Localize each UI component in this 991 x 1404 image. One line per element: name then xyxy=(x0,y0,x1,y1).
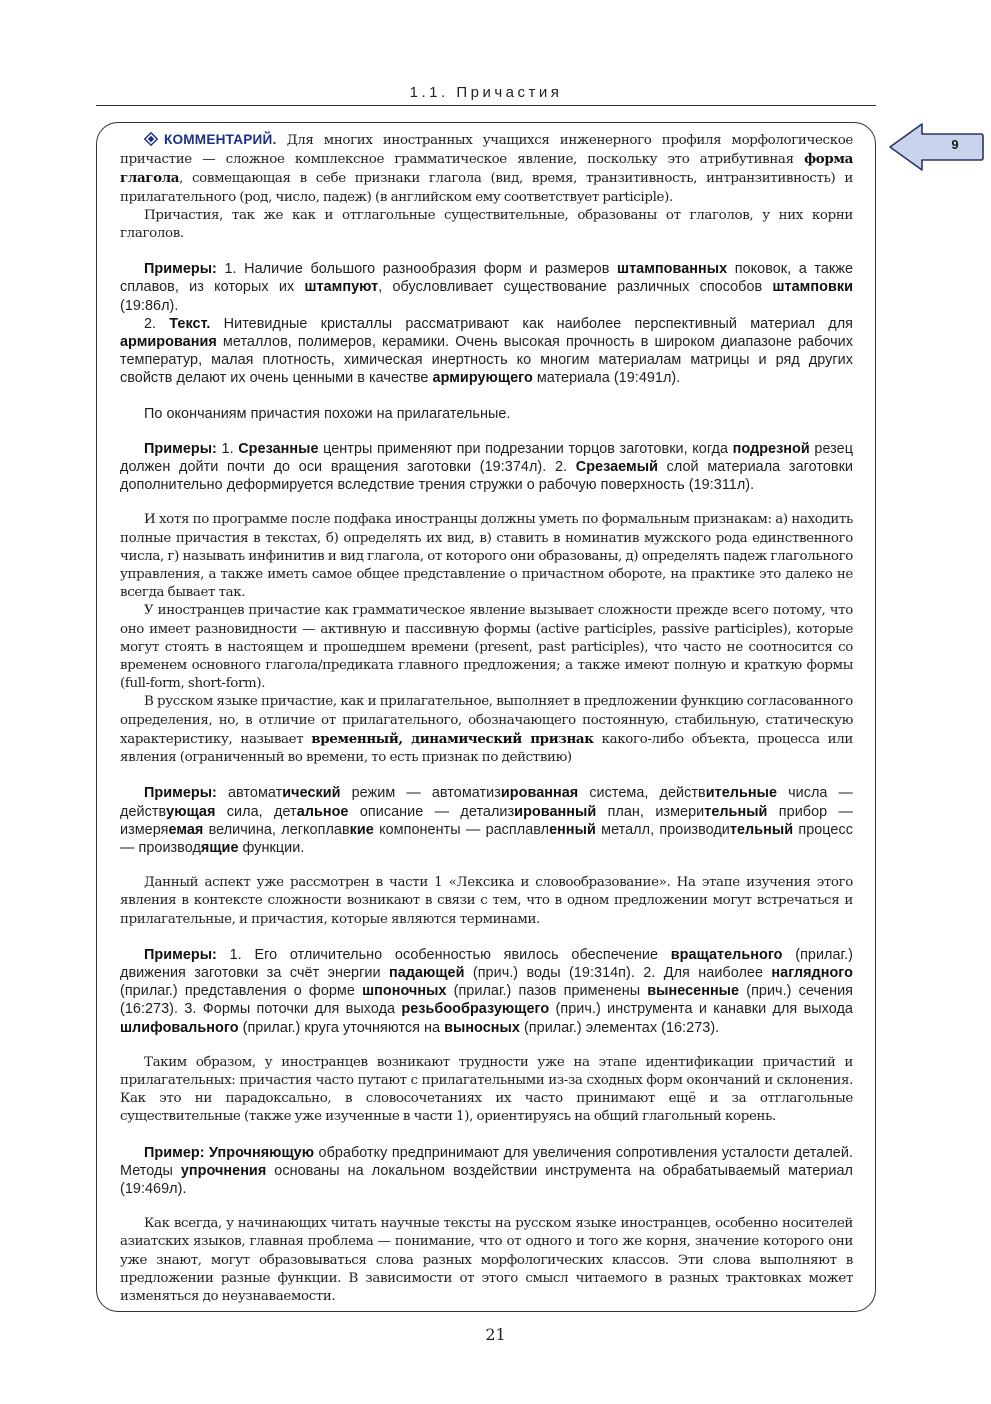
text-run: 1. Наличие большого разнообразия форм и размеров xyxy=(216,261,618,278)
bold-term: падающей xyxy=(388,964,465,981)
running-header: 1.1. Причастия xyxy=(409,84,563,101)
text-run: поковок, а также сплавов, из которых их xyxy=(120,261,853,296)
text-run: центры применяют при подрезании торцов заготовки, когда xyxy=(318,440,733,457)
spacer xyxy=(120,857,853,874)
spacer xyxy=(120,1198,853,1215)
example-paragraph xyxy=(120,946,853,1037)
bold-term: вращательного xyxy=(670,946,783,963)
bold-term: штамповки xyxy=(772,279,853,296)
example-label: Пример: xyxy=(144,1144,205,1161)
text-run: прибор — измеря xyxy=(120,803,853,838)
spacer xyxy=(120,243,853,260)
text-run: (прилаг.) представления о форме xyxy=(120,983,363,1000)
spacer xyxy=(120,1037,853,1054)
bold-term: Срезанные xyxy=(238,440,319,457)
bold-term: штампуют xyxy=(304,279,379,296)
text-run: , обусловливает существование различных способов xyxy=(378,279,773,296)
bold-term: упрочнения xyxy=(180,1162,267,1179)
text-run: 1. xyxy=(216,440,239,457)
text-run: автомат xyxy=(216,785,283,802)
text-run: какого-либо объекта, процесса или явления (ограниченный во времени, то есть признак по действию) xyxy=(120,731,853,766)
text-run: (прилаг.) круга уточняются на xyxy=(238,1019,445,1036)
text-run: 1. Его отличительно особенностью явилось обеспечение xyxy=(216,946,671,963)
bold-suffix: енный xyxy=(549,821,596,838)
example-paragraph xyxy=(120,784,853,857)
bold-suffix: ующая xyxy=(166,803,216,820)
example-label: Примеры: xyxy=(144,261,217,278)
bold-suffix: ированная xyxy=(500,785,579,802)
bold-term: Срезаемый xyxy=(575,459,658,476)
example-label: Примеры: xyxy=(144,785,217,802)
body-paragraph: Данный аспект уже рассмотрен в части 1 «Лексика и словообразование». На этапе изучения этого явления в контексте сложности возникают в связи с тем, что в одном предложении могут встречаться и прилагательные, и причастия, которые являются терминами. xyxy=(120,875,853,927)
bold-term: шпоночных xyxy=(362,983,447,1000)
text-run: описание — детализ xyxy=(348,803,515,820)
example-label: Примеры: xyxy=(144,946,217,963)
spacer xyxy=(120,1127,853,1144)
text-run: (прич.) инструмента и канавки для выхода xyxy=(549,1001,853,1018)
header-rule xyxy=(96,105,876,106)
text-run: процесс — производ xyxy=(120,821,853,856)
bold-suffix: ический xyxy=(282,785,341,802)
bold-suffix: кие xyxy=(349,821,374,838)
text-run: , совмещающая в себе признаки глагола (вид, время, транзитивность, интранзитивность) и прилагательного (род, число, падеж) (в английском ему соответствует participle). xyxy=(120,171,853,205)
body-paragraph: Как всегда, у начинающих читать научные тексты на русском языке иностранцев, особенно носителей азиатских языков, главная проблема — понимание, что от одного и того же корня, значение которого они уже знают, могут образовываться слова разных морфологических классов. Эти слова выполняют в предложении разные функции. В зависимости от этого смысл читаемого в разных трактовках может изменяться до неузнаваемости. xyxy=(120,1216,853,1304)
text-run: (прич.) сечения (16:273). 3. Формы поточки для выхода xyxy=(120,983,854,1018)
bold-term: Текст. xyxy=(169,315,211,332)
bold-term: армирования xyxy=(120,334,217,351)
text-run: металл, производи xyxy=(595,821,730,838)
example-paragraph xyxy=(120,260,853,315)
body-paragraph: Таким образом, у иностранцев возникают трудности уже на этапе идентификации причастий и прилагательных: причастия часто путают с прилагательными из-за сходных форм окончаний и склонения. Как это ни парадоксально, в словосочетаниях их часто принимают ещё и за отглагольные существительные (также уже изученные в части 1), ориентируясь на общий глагольный корень. xyxy=(120,1054,853,1125)
text-run: компоненты — расплавл xyxy=(373,821,550,838)
comment-paragraph xyxy=(120,131,853,207)
text-run: сила, дет xyxy=(215,803,297,820)
arrow-tab-icon xyxy=(888,122,984,172)
bold-suffix: тельный xyxy=(704,803,768,820)
bold-term: резьбообразующего xyxy=(401,1001,550,1018)
text-run: (прилаг.) элементах (16:273). xyxy=(519,1019,720,1036)
text-run: (прич.) воды (19:314п). 2. Для наиболее xyxy=(464,964,772,981)
text-run: слой материала заготовки дополнительно деформируется вследствие трения стружки о рабочую поверхность (19:311л). xyxy=(120,459,854,494)
page-number: 21 xyxy=(485,1325,506,1344)
bold-suffix: тельный xyxy=(729,821,794,838)
text-run: металлов, полимеров, керамики. Очень высокая прочность в широком диапазоне рабочих температур, малая плотность, химическая инертность ко многим материалам матрицы и ряд других свойств делают их очень ценными в качестве xyxy=(120,334,853,387)
main-content xyxy=(120,131,853,1306)
text-run: (19:86л). xyxy=(120,297,179,314)
text-run: материала (19:491л). xyxy=(532,370,681,387)
bold-term: выносных xyxy=(444,1019,520,1036)
text-run: система, действ xyxy=(578,785,706,802)
text-run: план, измери xyxy=(596,803,705,820)
spacer xyxy=(120,494,853,511)
example-paragraph xyxy=(120,440,853,495)
example-paragraph xyxy=(120,1144,853,1199)
text-run: В русском языке причастие, как и прилагательное, выполняет в предложении функцию согласованного определения, но, в отличие от прилагательного, обозначающего постоянную, стабильную, статическую характеристику, называет xyxy=(120,694,853,747)
bold-suffix: альное xyxy=(296,803,349,820)
bold-term: форма глагола xyxy=(120,151,853,187)
bold-term: Упрочняющую xyxy=(209,1144,315,1161)
bold-term: подрезной xyxy=(732,440,810,457)
bold-term: шлифовального xyxy=(120,1019,239,1036)
diamond-icon xyxy=(144,132,158,146)
bold-term: армирующего xyxy=(432,370,533,387)
body-paragraph xyxy=(120,693,853,767)
text-run: 2. xyxy=(144,315,170,332)
text-run: резец должен дойти почти до оси вращения заготовки (19:374л). 2. xyxy=(120,440,854,476)
chapter-tab-number: 9 xyxy=(951,137,959,152)
bold-term: вынесенные xyxy=(647,983,740,1000)
text-run: (прилаг.) движения заготовки за счёт энергии xyxy=(120,946,853,981)
body-paragraph: У иностранцев причастие как грамматическое явление вызывает сложности прежде всего потому, что оно имеет разновидности — активную и пассивную формы (active participles, passive participles), которые могут стоять в настоящем и прошедшем времени (present, past participles), что часто не соотносится со временем основного глагола/предиката главного предложения; а также имеют полную и краткую формы (full-form, short-form). xyxy=(120,603,853,692)
note-paragraph: По окончаниям причастия похожи на прилагательные. xyxy=(144,405,511,422)
text-run: обработку предпринимают для увеличения сопротивления усталости деталей. Методы xyxy=(120,1144,853,1179)
bold-term: штампованных xyxy=(617,261,728,278)
spacer xyxy=(120,929,853,946)
text-run: основаны на локальном воздействии инструмента на обрабатываемый материал (19:469л). xyxy=(120,1162,853,1197)
example-paragraph xyxy=(120,315,853,388)
text-run: величина, легкоплав xyxy=(203,821,350,838)
bold-suffix: ящие xyxy=(200,839,239,856)
text-run: Нитевидные кристаллы рассматривают как наиболее перспективный материал для xyxy=(210,315,853,332)
body-paragraph: Причастия, так же как и отглагольные существительные, образованы от глаголов, у них корни глаголов. xyxy=(120,207,853,242)
spacer xyxy=(120,388,853,405)
text-run: (прилаг.) пазов применены xyxy=(446,983,648,1000)
text-run: числа — действ xyxy=(120,785,853,820)
bold-suffix: ительные xyxy=(705,785,778,802)
text-run: режим — автоматиз xyxy=(340,785,501,802)
bold-suffix: емая xyxy=(168,821,204,838)
spacer xyxy=(120,767,853,784)
spacer xyxy=(120,423,853,440)
bold-term: наглядного xyxy=(771,964,853,981)
comment-label: КОММЕНТАРИЙ. xyxy=(164,132,277,147)
bold-suffix: ированный xyxy=(514,803,597,820)
bold-term: временный, динамический признак xyxy=(311,730,594,747)
text-run: Для многих иностранных учащихся инженерного профиля морфологическое причастие — сложное комплексное грамматическое явление, поскольку это атрибутивная xyxy=(120,133,853,168)
example-label: Примеры: xyxy=(144,440,217,457)
text-run: функции. xyxy=(238,839,305,856)
body-paragraph: И хотя по программе после подфака иностранцы должны уметь по формальным признакам: а) находить полные причастия в текстах, б) определять их вид, в) ставить в номинатив мужского рода единственного числа, г) называть инфинитив и вид глагола, от которого они образованы, д) определять падеж глагольного управления, а также иметь самое общее представление о причастном обороте, на практике это далеко не всегда бывает так. xyxy=(120,512,853,601)
